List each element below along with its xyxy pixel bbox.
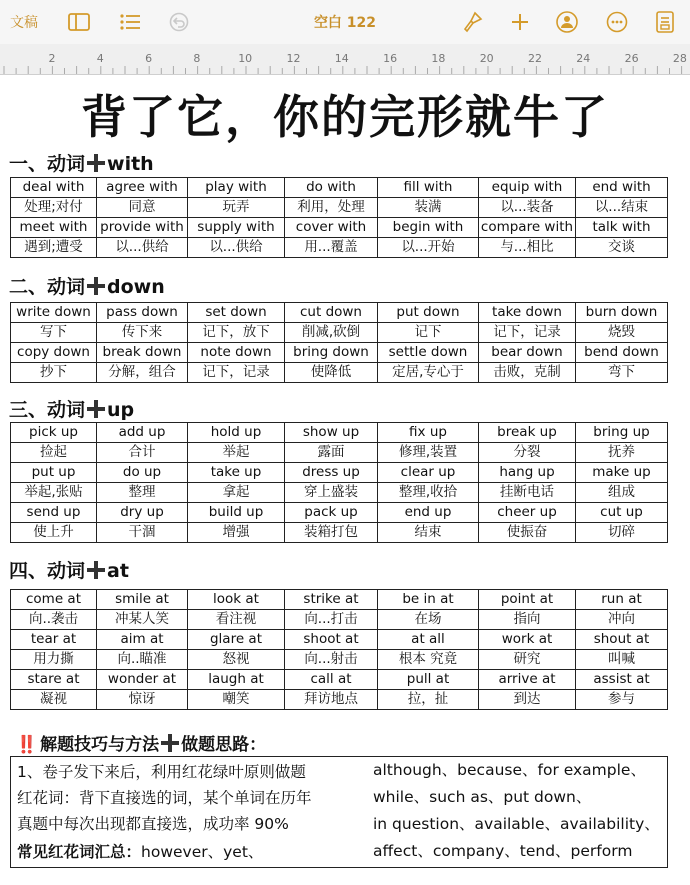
phrase-cell: wonder at	[97, 670, 188, 690]
phrase-cell: hold up	[188, 423, 285, 443]
meaning-cell: 举起	[188, 443, 285, 463]
phrase-cell: bring down	[285, 343, 378, 363]
phrase-row	[11, 590, 668, 610]
ruler-number: 22	[528, 52, 542, 65]
headline: 背了它，你的完形就牛了	[81, 90, 609, 144]
meaning-cell: 装满	[378, 198, 479, 218]
brush-icon[interactable]	[460, 10, 486, 34]
meaning-cell: 向...打击	[285, 610, 378, 630]
ruler-number: 26	[624, 52, 639, 65]
meaning-cell: 与...相比	[479, 238, 576, 258]
tips-left-line: 1、卷子发下来后，利用红花绿叶原则做题	[17, 763, 306, 781]
phrase-cell: clear up	[378, 463, 479, 483]
phrase-cell: point at	[479, 590, 576, 610]
ruler-number: 8	[193, 52, 201, 65]
meaning-row	[11, 363, 668, 383]
phrase-row	[11, 423, 668, 443]
phrase-cell: arrive at	[479, 670, 576, 690]
meaning-row	[11, 610, 668, 630]
phrase-cell: begin with	[378, 218, 479, 238]
tips-title-suffix: 做题思路：	[181, 735, 267, 755]
meaning-cell: 向..瞄准	[97, 650, 188, 670]
phrase-cell: come at	[11, 590, 97, 610]
section-with-heading	[9, 149, 154, 176]
meaning-cell: 整理,收拾	[378, 483, 479, 503]
verb-up-table	[10, 422, 668, 543]
meaning-cell: 分解，组合	[97, 363, 188, 383]
phrase-cell: take down	[479, 303, 576, 323]
phrase-cell: provide with	[97, 218, 188, 238]
ruler-number: 10	[238, 52, 253, 65]
phrase-cell: work at	[479, 630, 576, 650]
phrase-cell: note down	[188, 343, 285, 363]
meaning-cell: 以...供给	[97, 238, 188, 258]
phrase-cell: take up	[188, 463, 285, 483]
meaning-cell: 挂断电话	[479, 483, 576, 503]
phrase-cell: write down	[11, 303, 97, 323]
more-icon[interactable]	[604, 10, 630, 34]
section-suffix: down	[107, 276, 165, 298]
phrase-cell: stare at	[11, 670, 97, 690]
phrase-cell: break up	[479, 423, 576, 443]
phrase-cell: bear down	[479, 343, 576, 363]
meaning-cell: 写下	[11, 323, 97, 343]
meaning-cell: 参与	[576, 690, 668, 710]
phrase-cell: equip with	[479, 178, 576, 198]
meaning-cell: 分裂	[479, 443, 576, 463]
section-suffix: at	[107, 560, 129, 582]
phrase-cell: show up	[285, 423, 378, 443]
tips-right-line: affect、company、tend、perform	[373, 842, 633, 860]
meaning-cell: 玩弄	[188, 198, 285, 218]
meaning-cell: 切碎	[576, 523, 668, 543]
phrase-cell: put up	[11, 463, 97, 483]
phrase-cell: bend down	[576, 343, 668, 363]
plus-icon	[87, 154, 105, 172]
phrase-cell: add up	[97, 423, 188, 443]
section-down-heading	[9, 272, 165, 299]
phrase-cell: send up	[11, 503, 97, 523]
tips-left-line: 真题中每次出现都直接选，成功率 90%	[17, 815, 289, 833]
meaning-cell: 凝视	[11, 690, 97, 710]
phrase-cell: bring up	[576, 423, 668, 443]
phrase-cell: cut up	[576, 503, 668, 523]
phrase-cell: settle down	[378, 343, 479, 363]
plus-icon	[87, 561, 105, 579]
meaning-cell: 嘲笑	[188, 690, 285, 710]
meaning-cell: 传下来	[97, 323, 188, 343]
meaning-cell: 使振奋	[479, 523, 576, 543]
meaning-cell: 记下，记录	[479, 323, 576, 343]
phrase-cell: run at	[576, 590, 668, 610]
ruler-number: 20	[479, 52, 494, 65]
meaning-cell: 修理,装置	[378, 443, 479, 463]
meaning-cell: 抚养	[576, 443, 668, 463]
ruler-number: 18	[431, 52, 446, 65]
meaning-cell: 捡起	[11, 443, 97, 463]
phrase-cell: copy down	[11, 343, 97, 363]
red-flower-words-start: however、yet、	[141, 843, 264, 861]
phrase-cell: compare with	[479, 218, 576, 238]
document-title	[0, 12, 690, 32]
ruler-number: 16	[383, 52, 398, 65]
plus-icon	[87, 277, 105, 295]
phrase-cell: laugh at	[188, 670, 285, 690]
double-exclamation-icon: ‼️	[16, 735, 38, 755]
section-suffix: with	[107, 153, 154, 175]
ruler-number: 12	[286, 52, 301, 65]
meaning-row	[11, 443, 668, 463]
phrase-cell: pick up	[11, 423, 97, 443]
meaning-cell: 烧毁	[576, 323, 668, 343]
tips-right-line: in question、available、availability、	[373, 815, 660, 833]
phrase-cell: talk with	[576, 218, 668, 238]
tips-title-prefix: 解题技巧与方法	[40, 735, 160, 755]
phrase-cell: end with	[576, 178, 668, 198]
phrase-cell: shout at	[576, 630, 668, 650]
meaning-cell: 交谈	[576, 238, 668, 258]
tips-box	[10, 756, 668, 868]
meaning-cell: 结束	[378, 523, 479, 543]
meaning-cell: 冲向	[576, 610, 668, 630]
phrase-cell: agree with	[97, 178, 188, 198]
meaning-row	[11, 483, 668, 503]
section-prefix: 二、动词	[9, 276, 86, 298]
verb-with-table	[10, 177, 668, 258]
meaning-cell: 遇到;遭受	[11, 238, 97, 258]
phrase-row	[11, 343, 668, 363]
meaning-cell: 露面	[285, 443, 378, 463]
meaning-cell: 用力撕	[11, 650, 97, 670]
meaning-cell: 以...装备	[479, 198, 576, 218]
plus-icon	[161, 734, 179, 752]
meaning-cell: 整理	[97, 483, 188, 503]
meaning-cell: 弯下	[576, 363, 668, 383]
phrase-cell: pull at	[378, 670, 479, 690]
phrase-row	[11, 178, 668, 198]
meaning-cell: 记下	[378, 323, 479, 343]
meaning-cell: 叫喊	[576, 650, 668, 670]
section-prefix: 三、动词	[9, 399, 86, 421]
phrase-cell: hang up	[479, 463, 576, 483]
phrase-cell: dress up	[285, 463, 378, 483]
phrase-cell: put down	[378, 303, 479, 323]
phrase-cell: do up	[97, 463, 188, 483]
meaning-cell: 拿起	[188, 483, 285, 503]
plus-icon	[87, 400, 105, 418]
phrase-cell: tear at	[11, 630, 97, 650]
phrase-cell: smile at	[97, 590, 188, 610]
phrase-cell: dry up	[97, 503, 188, 523]
meaning-cell: 以...开始	[378, 238, 479, 258]
meaning-cell: 组成	[576, 483, 668, 503]
meaning-cell: 怒视	[188, 650, 285, 670]
meaning-row	[11, 650, 668, 670]
section-prefix: 四、动词	[9, 560, 86, 582]
meaning-cell: 使降低	[285, 363, 378, 383]
meaning-cell: 举起,张贴	[11, 483, 97, 503]
tips-heading	[16, 730, 266, 755]
meaning-cell: 根本 究竟	[378, 650, 479, 670]
document-icon[interactable]	[652, 10, 678, 34]
phrase-cell: assist at	[576, 670, 668, 690]
phrase-cell: cheer up	[479, 503, 576, 523]
section-at-heading	[9, 556, 129, 583]
meaning-cell: 用...覆盖	[285, 238, 378, 258]
phrase-cell: build up	[188, 503, 285, 523]
phrase-cell: pass down	[97, 303, 188, 323]
collaborate-icon[interactable]	[554, 10, 580, 34]
ruler-number: 4	[96, 52, 104, 65]
meaning-cell: 拉，扯	[378, 690, 479, 710]
meaning-cell: 在场	[378, 610, 479, 630]
phrase-row	[11, 503, 668, 523]
ruler-number: 28	[672, 52, 687, 65]
meaning-cell: 记下，放下	[188, 323, 285, 343]
meaning-cell: 以...供给	[188, 238, 285, 258]
phrase-cell: pack up	[285, 503, 378, 523]
document-page[interactable]	[0, 75, 690, 885]
phrase-cell: glare at	[188, 630, 285, 650]
phrase-cell: at all	[378, 630, 479, 650]
meaning-cell: 向...射击	[285, 650, 378, 670]
phrase-cell: cover with	[285, 218, 378, 238]
meaning-row	[11, 198, 668, 218]
tips-left-line: 红花词：背下直接选的词，某个单词在历年	[17, 789, 312, 807]
phrase-cell: set down	[188, 303, 285, 323]
meaning-cell: 以...结束	[576, 198, 668, 218]
meaning-row	[11, 323, 668, 343]
phrase-cell: supply with	[188, 218, 285, 238]
section-suffix: up	[107, 399, 135, 421]
meaning-cell: 抄下	[11, 363, 97, 383]
phrase-cell: break down	[97, 343, 188, 363]
meaning-row	[11, 238, 668, 258]
meaning-cell: 合计	[97, 443, 188, 463]
meaning-cell: 记下，记录	[188, 363, 285, 383]
phrase-cell: play with	[188, 178, 285, 198]
phrase-cell: fill with	[378, 178, 479, 198]
meaning-cell: 看注视	[188, 610, 285, 630]
meaning-cell: 使上升	[11, 523, 97, 543]
ruler-number: 2	[48, 52, 56, 65]
tips-right-line: while、such as、put down、	[373, 788, 592, 806]
phrase-row	[11, 218, 668, 238]
phrase-cell: be in at	[378, 590, 479, 610]
meaning-cell: 指向	[479, 610, 576, 630]
phrase-cell: shoot at	[285, 630, 378, 650]
meaning-cell: 装箱打包	[285, 523, 378, 543]
meaning-row	[11, 690, 668, 710]
meaning-cell: 穿上盛装	[285, 483, 378, 503]
ruler[interactable]	[0, 44, 690, 75]
meaning-cell: 同意	[97, 198, 188, 218]
phrase-row	[11, 463, 668, 483]
meaning-cell: 处理;对付	[11, 198, 97, 218]
section-up-heading	[9, 395, 134, 422]
section-prefix: 一、动词	[9, 153, 86, 175]
ruler-number: 24	[576, 52, 591, 65]
phrase-cell: cut down	[285, 303, 378, 323]
meaning-row	[11, 523, 668, 543]
phrase-cell: aim at	[97, 630, 188, 650]
ruler-number: 6	[145, 52, 153, 65]
phrase-row	[11, 303, 668, 323]
meaning-cell: 定居,专心于	[378, 363, 479, 383]
meaning-cell: 拜访地点	[285, 690, 378, 710]
verb-at-table	[10, 589, 668, 710]
meaning-cell: 到达	[479, 690, 576, 710]
top-toolbar	[0, 0, 690, 44]
meaning-cell: 向..袭击	[11, 610, 97, 630]
tips-right-line: although、because、for example、	[373, 761, 646, 779]
documents-label: 文稿	[10, 15, 38, 31]
meaning-cell: 增强	[188, 523, 285, 543]
phrase-cell: strike at	[285, 590, 378, 610]
phrase-cell: burn down	[576, 303, 668, 323]
phrase-cell: deal with	[11, 178, 97, 198]
tips-left-line-last	[17, 840, 263, 862]
phrase-cell: call at	[285, 670, 378, 690]
phrase-row	[11, 670, 668, 690]
meaning-cell: 击败，克制	[479, 363, 576, 383]
document-title-text[interactable]: 空白 122	[313, 15, 377, 31]
phrase-row	[11, 630, 668, 650]
phrase-cell: end up	[378, 503, 479, 523]
meaning-cell: 利用，处理	[285, 198, 378, 218]
verb-down-table	[10, 302, 668, 383]
meaning-cell: 干涸	[97, 523, 188, 543]
meaning-cell: 削减,砍倒	[285, 323, 378, 343]
red-flower-summary-label: 常见红花词汇总：	[17, 843, 142, 861]
phrase-cell: make up	[576, 463, 668, 483]
meaning-cell: 研究	[479, 650, 576, 670]
phrase-cell: do with	[285, 178, 378, 198]
plus-icon[interactable]	[508, 10, 532, 34]
meaning-cell: 冲某人笑	[97, 610, 188, 630]
ruler-number: 14	[334, 52, 349, 65]
phrase-cell: meet with	[11, 218, 97, 238]
meaning-cell: 惊讶	[97, 690, 188, 710]
phrase-cell: fix up	[378, 423, 479, 443]
phrase-cell: look at	[188, 590, 285, 610]
